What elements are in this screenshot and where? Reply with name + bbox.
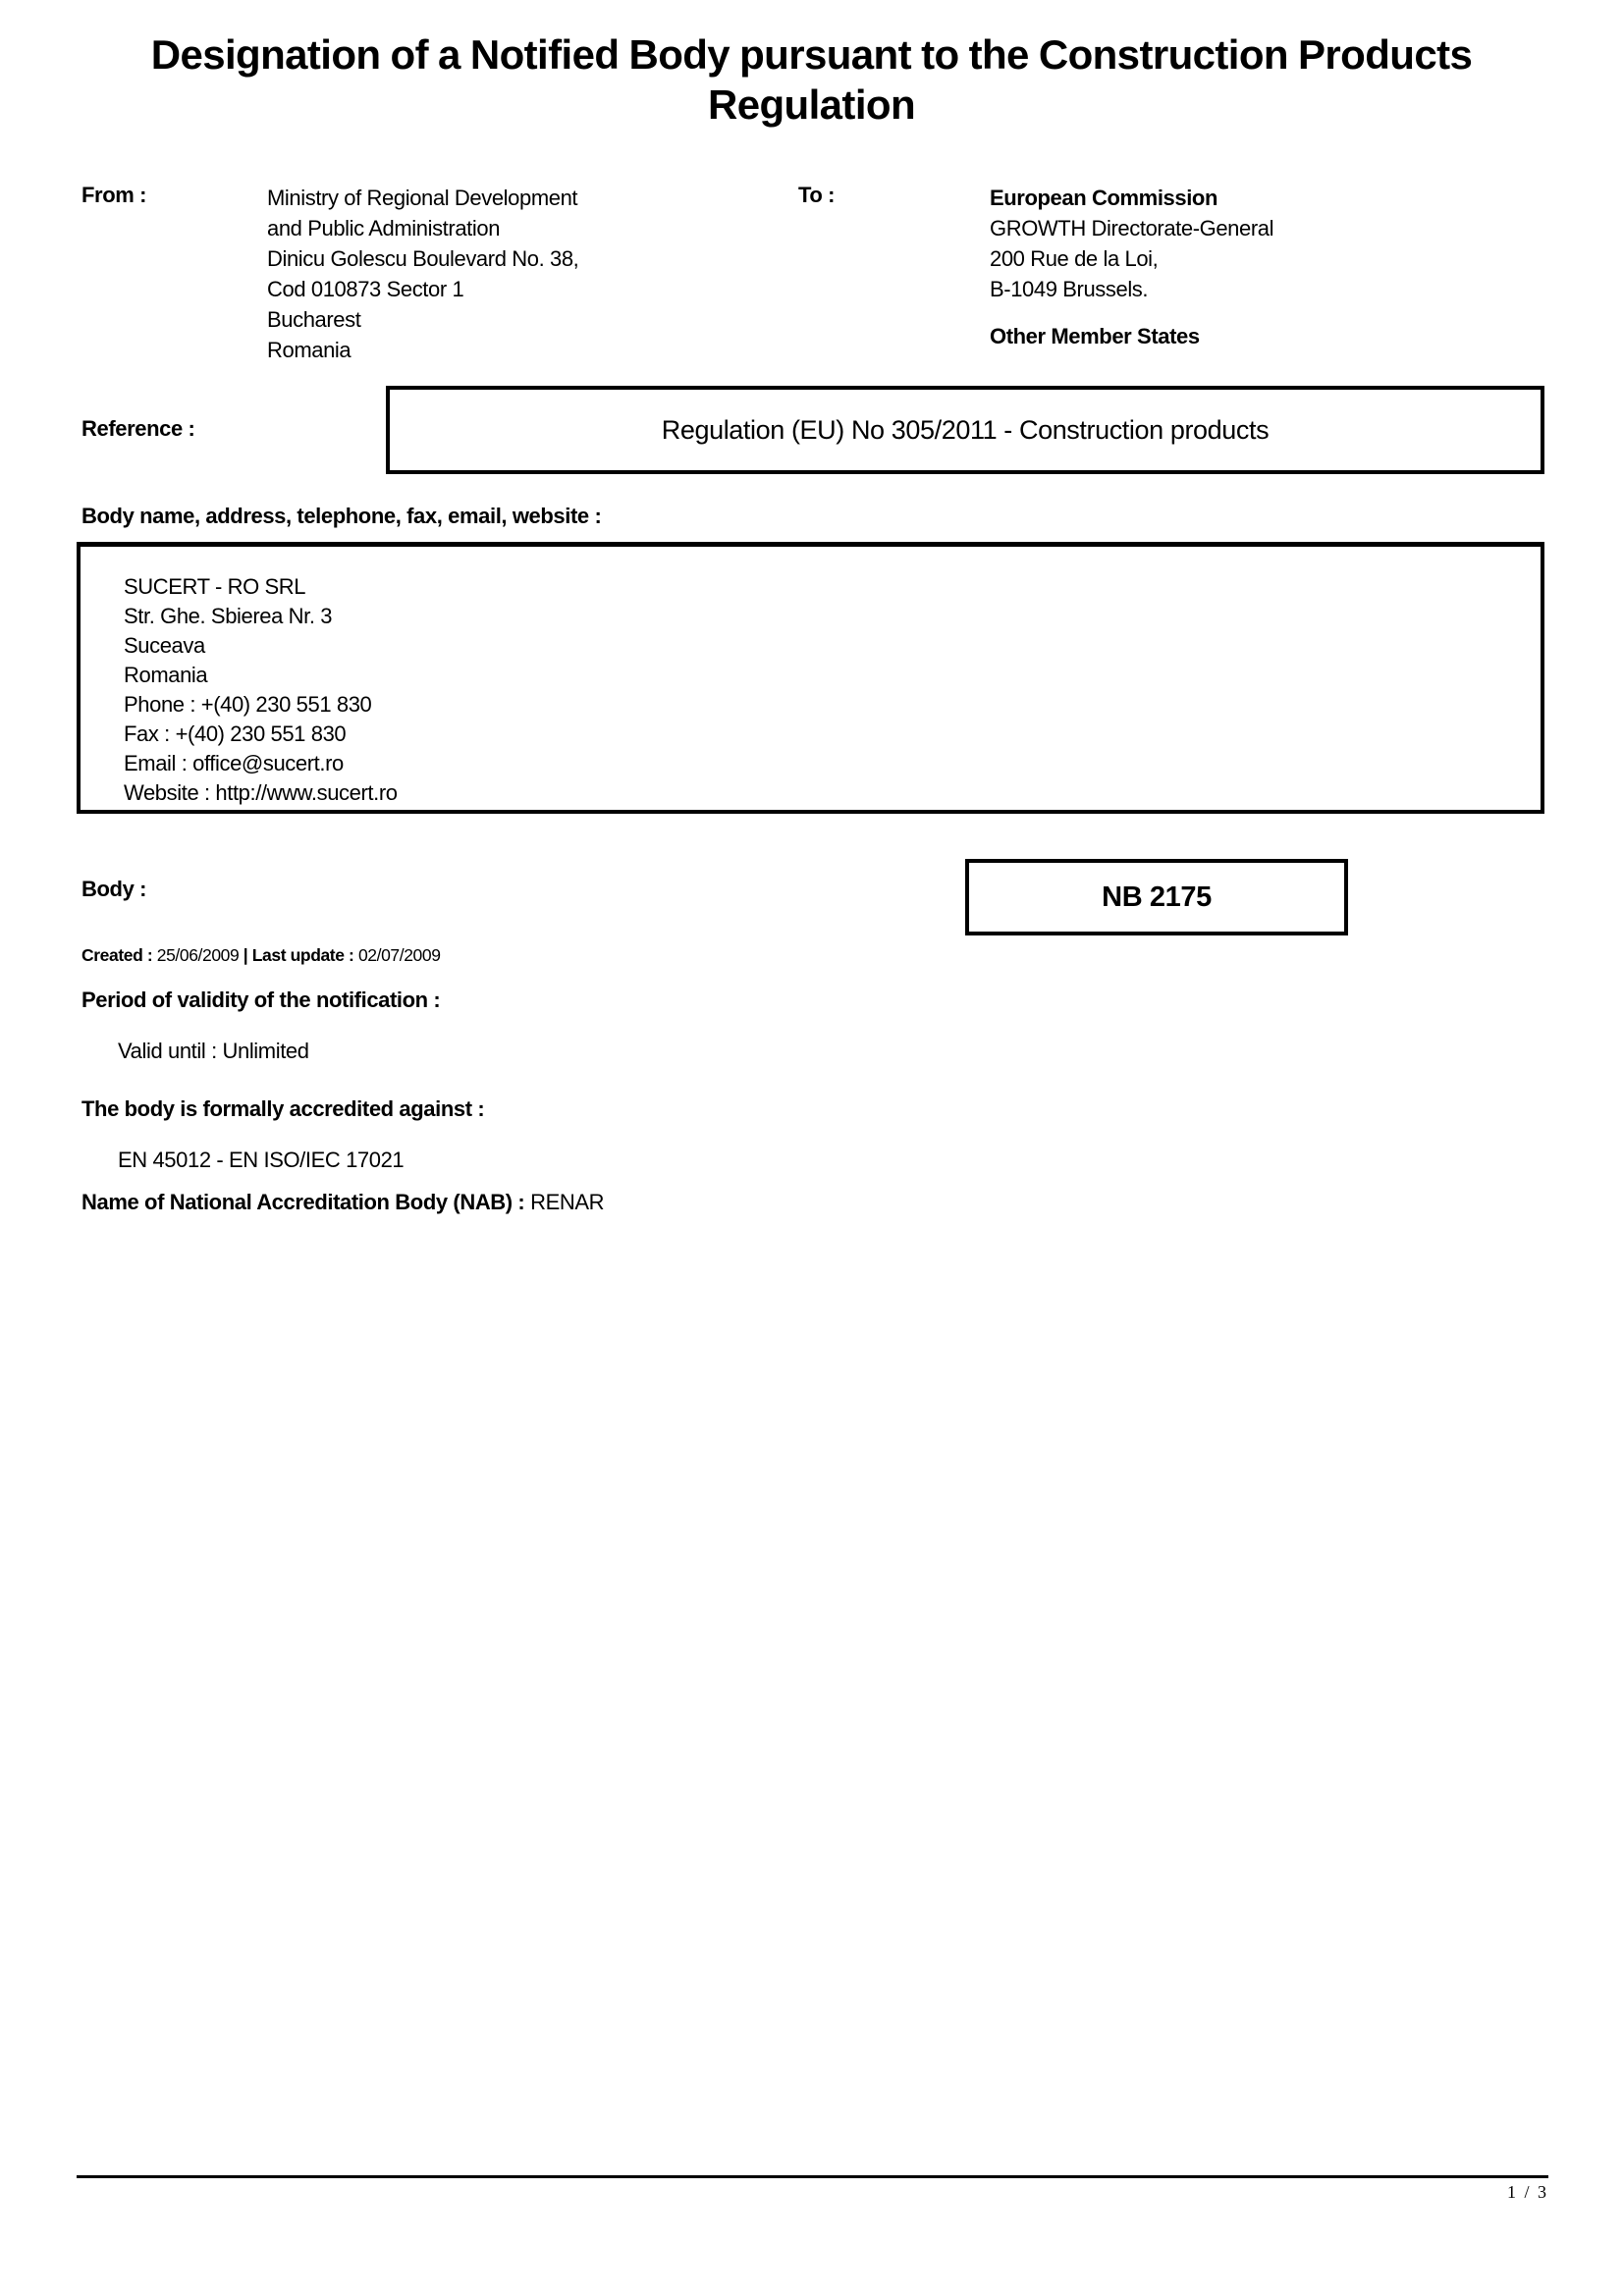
reference-box [386, 386, 1544, 474]
to-address-line: B-1049 Brussels. [990, 277, 1149, 301]
to-label: To : [798, 183, 836, 207]
from-address [267, 183, 578, 365]
record-dates [81, 945, 441, 966]
accreditation-heading: The body is formally accredited against : [81, 1096, 485, 1121]
created-value: 25/06/2009 [156, 945, 240, 965]
body-contact-line: Suceava [124, 633, 205, 658]
validity-heading: Period of validity of the notification : [81, 988, 441, 1012]
body-contact-line: Romania [124, 663, 208, 687]
body-contact-line: Fax : +(40) 230 551 830 [124, 721, 347, 746]
from-address-line: Dinicu Golescu Boulevard No. 38, [267, 246, 579, 271]
accreditation-value: EN 45012 - EN ISO/IEC 17021 [118, 1148, 405, 1172]
body-contact-line: SUCERT - RO SRL [124, 574, 306, 599]
body-contact-line: Str. Ghe. Sbierea Nr. 3 [124, 604, 333, 628]
from-address-line: and Public Administration [267, 216, 501, 240]
to-address-lines [990, 213, 1273, 304]
other-member-states: Other Member States [990, 324, 1200, 348]
notified-body-number-box [965, 859, 1348, 935]
page-title [0, 29, 1623, 130]
last-update-label: Last update : [251, 945, 354, 965]
from-label: From : [81, 183, 147, 207]
dates-separator: | [243, 945, 248, 965]
footer-rule [77, 2175, 1548, 2178]
reference-value: Regulation (EU) No 305/2011 - Construction products [661, 414, 1270, 445]
from-address-line: Ministry of Regional Development [267, 186, 578, 210]
page-title-text: Designation of a Notified Body pursuant to the Construction Products Regulation [150, 31, 1473, 129]
body-contact-line: Email : office@sucert.ro [124, 751, 344, 775]
from-address-line: Bucharest [267, 307, 361, 332]
to-address-line: GROWTH Directorate-General [990, 216, 1274, 240]
from-address-line: Romania [267, 338, 352, 362]
to-address [990, 183, 1273, 351]
to-recipient: European Commission [990, 186, 1217, 210]
reference-label: Reference : [81, 416, 195, 441]
body-contact-box [77, 542, 1544, 814]
nab-label: Name of National Accreditation Body (NAB) : [81, 1190, 525, 1214]
from-address-line: Cod 010873 Sector 1 [267, 277, 464, 301]
created-label: Created : [81, 945, 153, 965]
body-label: Body : [81, 877, 147, 901]
last-update-value: 02/07/2009 [357, 945, 441, 965]
validity-value: Valid until : Unlimited [118, 1039, 309, 1063]
nab-line [81, 1190, 604, 1215]
page-number: 1 / 3 [1506, 2182, 1548, 2202]
to-address-line: 200 Rue de la Loi, [990, 246, 1159, 271]
notified-body-number: NB 2175 [1102, 881, 1212, 913]
body-contact-line: Website : http://www.sucert.ro [124, 780, 398, 805]
body-contact-heading: Body name, address, telephone, fax, email, website : [81, 504, 602, 528]
nab-value: RENAR [530, 1190, 605, 1214]
body-contact-line: Phone : +(40) 230 551 830 [124, 692, 372, 717]
